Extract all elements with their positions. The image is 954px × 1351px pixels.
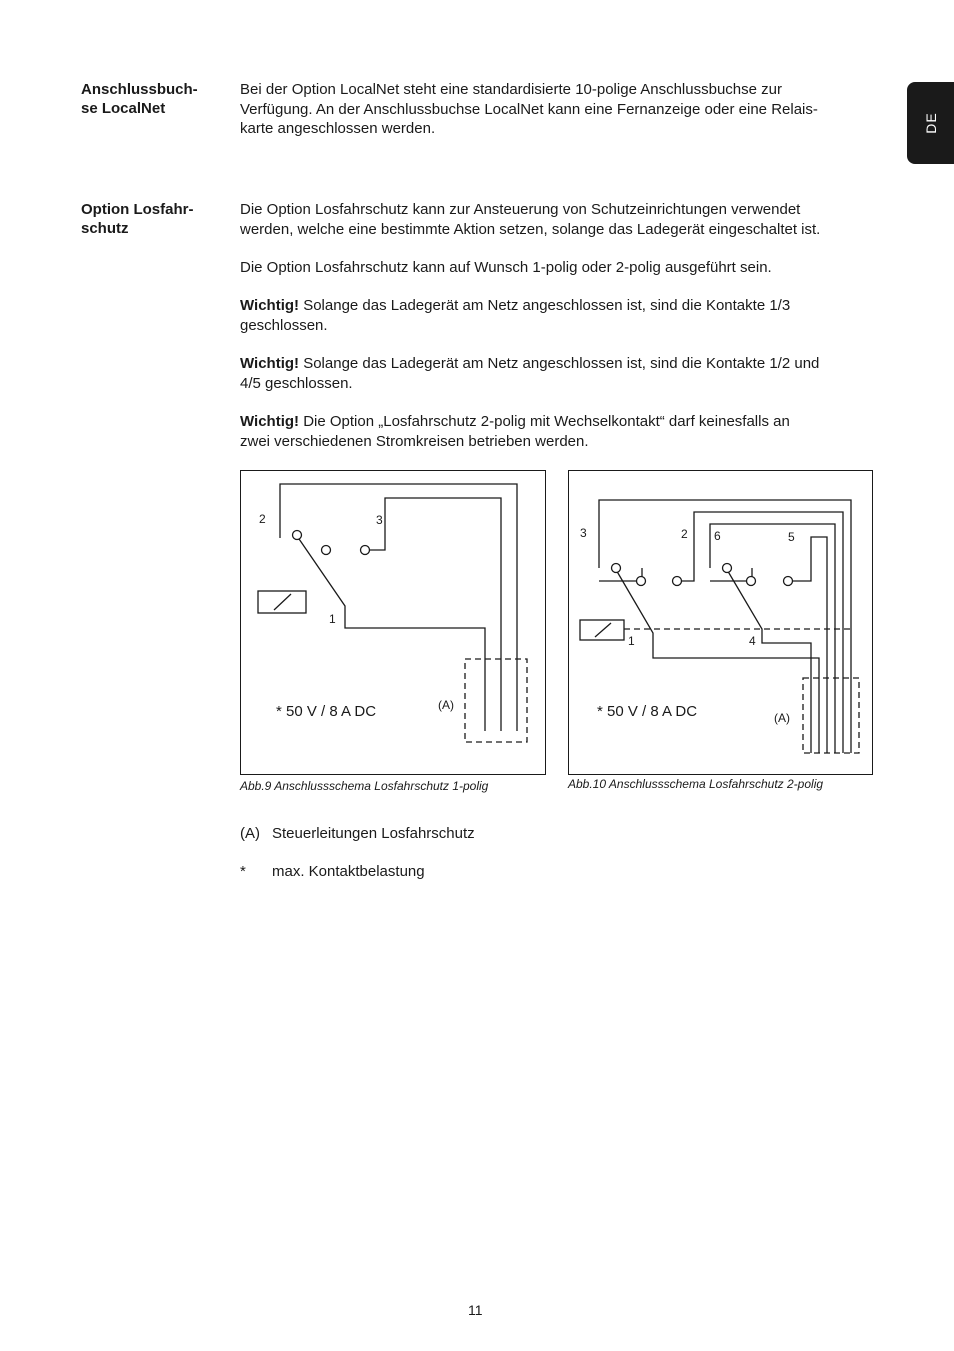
heading-line: se LocalNet [81,100,166,117]
control-lines-box [465,659,527,742]
legend-item [240,825,475,842]
wire-outer [280,484,517,731]
page-number: 11 [468,1302,483,1318]
contact-rating: * 50 V / 8 A DC [597,703,698,720]
text-line [240,296,880,316]
text-line: geschlossen. [240,316,328,334]
terminal-label-3: 3 [580,526,587,540]
note-label: Wichtig! [240,297,300,314]
note-text: Die Option „Losfahrschutz 2-polig mit Wechselkontakt“ darf keinesfalls an [299,413,790,430]
note-text: Solange das Ladegerät am Netz angeschlossen ist, sind die Kontakte 1/2 und [299,355,820,372]
terminal-label-1: 1 [329,612,336,626]
paragraph-note-3 [240,412,880,451]
paragraph-intro [240,200,880,239]
heading-line: Anschlussbuch- [81,81,198,98]
terminal-3 [612,564,621,573]
relay-coil-slash [595,623,611,637]
terminal-label-3: 3 [376,513,383,527]
contact-rating: * 50 V / 8 A DC [276,703,377,720]
heading-line: schutz [81,220,129,237]
paragraph-note-1 [240,296,880,335]
terminal-open [747,577,756,586]
terminal-2 [673,577,682,586]
control-lines-label: (A) [438,698,454,712]
terminal-label-1: 1 [628,634,635,648]
wire-contact-5 [791,537,827,753]
note-label: Wichtig! [240,355,300,372]
wiring-diagram-1-pole [240,470,546,775]
terminal-label-5: 5 [788,530,795,544]
paragraph-note-2 [240,354,880,393]
wire-contact-4 [726,568,811,753]
paragraph-poles [240,258,880,278]
legend-text: max. Kontaktbelastung [272,863,425,880]
terminal-label-2: 2 [681,527,688,541]
text-line [240,412,880,432]
text-line: Bei der Option LocalNet steht eine standardisierte 10-polige Anschlussbuchse zur [240,81,782,98]
wiring-diagram-2-pole [568,470,873,775]
wire-contact-3 [369,498,501,731]
wiring-diagram-1-pole-graphic [241,471,545,774]
legend-key: (A) [240,825,260,842]
heading-line: Option Losfahr- [81,201,194,218]
wire-contact-1 [297,536,485,731]
wire-contact-6 [710,524,835,753]
wire-contact-1 [615,568,819,753]
terminal-label-6: 6 [714,529,721,543]
terminal-6 [723,564,732,573]
terminal-5 [784,577,793,586]
paragraph-localnet [240,80,880,139]
language-tab-label: DE [922,112,939,134]
legend-item [240,863,425,880]
text-line: zwei verschiedenen Stromkreisen betrieben werden. [240,432,589,450]
text-line [240,354,880,374]
relay-coil-slash [274,594,291,610]
text-line: Die Option Losfahrschutz kann zur Ansteuerung von Schutzeinrichtungen verwendet [240,201,801,218]
section-heading-losfahrschutz [81,200,231,238]
note-text: Solange das Ladegerät am Netz angeschlossen ist, sind die Kontakte 1/3 [299,297,791,314]
text-line: 4/5 geschlossen. [240,374,353,392]
terminal-label-2: 2 [259,512,266,526]
text-line: Die Option Losfahrschutz kann auf Wunsch 1-polig oder 2-polig ausgeführt sein. [240,259,772,276]
figure-caption: Abb.10 Anschlussschema Losfahrschutz 2-polig [568,777,824,791]
terminal-3 [361,546,370,555]
text-line: werden, welche eine bestimmte Aktion setzen, solange das Ladegerät eingeschaltet ist. [240,220,821,238]
legend-key: * [240,863,246,880]
terminal-2 [293,531,302,540]
legend-text: Steuerleitungen Losfahrschutz [272,825,475,842]
control-lines-label: (A) [774,711,790,725]
note-label: Wichtig! [240,413,300,430]
text-line: karte angeschlossen werden. [240,120,436,137]
language-tab [907,82,954,164]
wiring-diagram-2-pole-graphic [569,471,872,774]
section-heading-localnet [81,80,231,118]
figure-caption: Abb.9 Anschlussschema Losfahrschutz 1-polig [240,779,489,793]
terminal-open [322,546,331,555]
terminal-label-4: 4 [749,634,756,648]
relay-coil [580,620,624,640]
terminal-open [637,577,646,586]
text-line: Verfügung. An der Anschlussbuchse LocalNet kann eine Fernanzeige oder eine Relais- [240,100,818,118]
